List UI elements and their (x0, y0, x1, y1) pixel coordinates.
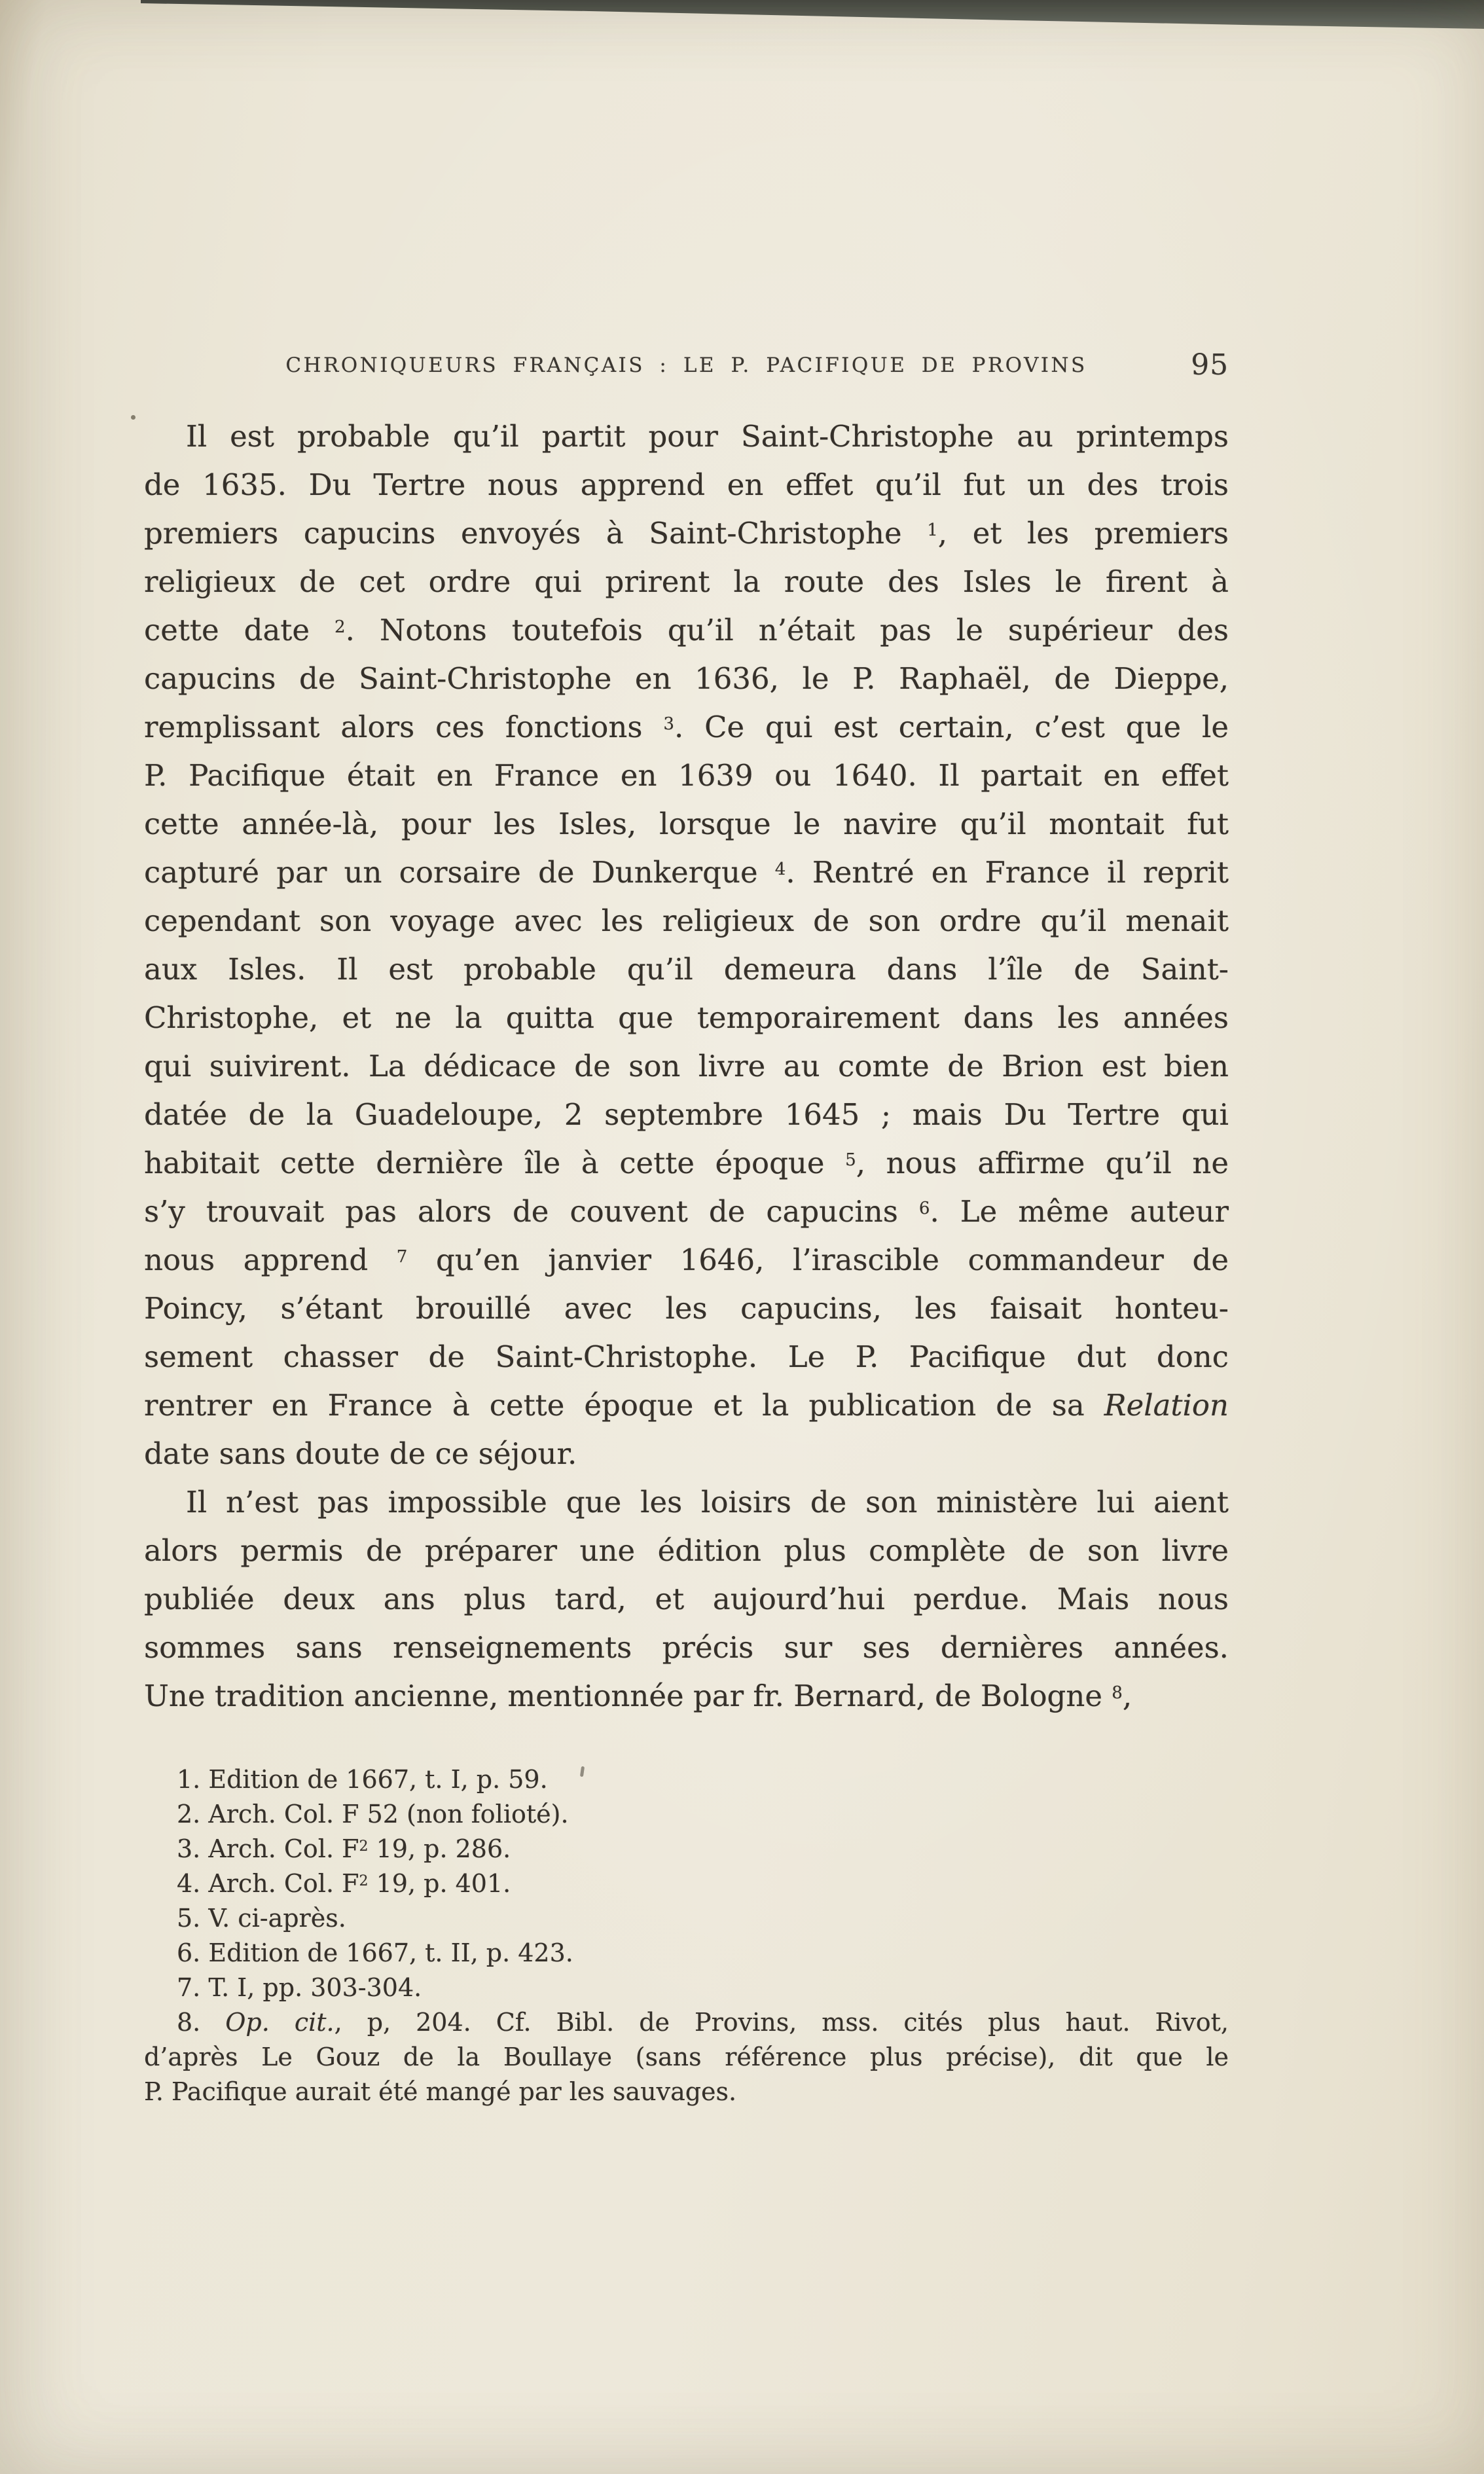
body-line: datée de la Guadeloupe, 2 septembre 1645 ; mais Du Tertre qui (144, 1097, 1229, 1132)
footnote-line: 6. Edition de 1667, t. II, p. 423. (177, 1938, 573, 1967)
body-line: cette date $^2$. Notons toutefois qu’il n’était pas le supérieur des (144, 613, 1229, 647)
body-line: premiers capucins envoyés à Saint-Christophe $^1$, et les premiers (144, 516, 1229, 551)
body-line: alors permis de préparer une édition plus complète de son livre (144, 1533, 1229, 1568)
page-top-edge (0, 0, 1484, 30)
footnote-line: P. Pacifique aurait été mangé par les sauvages. (144, 2077, 737, 2106)
footnote-line: 8. Op. cit., p, 204. Cf. Bibl. de Provins, mss. cités plus haut. Rivot, (177, 2008, 1229, 2037)
body-line: qui suivirent. La dédicace de son livre au comte de Brion est bien (144, 1049, 1229, 1083)
body-line: Une tradition ancienne, mentionnée par fr. Bernard, de Bologne $^8$, (144, 1679, 1132, 1713)
footnote-line: 7. T. I, pp. 303-304. (177, 1973, 422, 2002)
running-header-title: CHRONIQUEURS FRANÇAIS : LE P. PACIFIQUE DE PROVINS (285, 354, 1087, 377)
body-line: nous apprend $^7$ qu’en janvier 1646, l’irascible commandeur de (144, 1243, 1229, 1277)
page-number: 95 (1191, 348, 1229, 382)
body-line: Il n’est pas impossible que les loisirs de son ministère lui aient (186, 1485, 1229, 1519)
body-line: Il est probable qu’il partit pour Saint-Christophe au printemps (186, 419, 1229, 454)
footnote-line: d’après Le Gouz de la Boullaye (sans référence plus précise), dit que le (144, 2043, 1229, 2071)
body-line: de 1635. Du Tertre nous apprend en effet qu’il fut un des trois (144, 467, 1229, 502)
footnote-line: 3. Arch. Col. $F^2$ 19, p. 286. (177, 1834, 511, 1863)
body-line: capucins de Saint-Christophe en 1636, le P. Raphaël, de Dieppe, (144, 661, 1229, 696)
body-line: sement chasser de Saint-Christophe. Le P. Pacifique dut donc (144, 1339, 1229, 1374)
body-line: Christophe, et ne la quitta que temporairement dans les années (144, 1000, 1229, 1035)
body-line: habitait cette dernière île à cette époque $^5$, nous affirme qu’il ne (144, 1146, 1229, 1180)
footnote-line: 5. V. ci-après. (177, 1904, 346, 1933)
body-line: cependant son voyage avec les religieux de son ordre qu’il menait (144, 903, 1229, 938)
body-line: aux Isles. Il est probable qu’il demeura dans l’île de Saint- (144, 952, 1229, 987)
body-line: sommes sans renseignements précis sur ses dernières années. (144, 1630, 1229, 1665)
footnote-line: 1. Edition de 1667, t. I, p. 59. (177, 1765, 548, 1794)
body-line: rentrer en France à cette époque et la publication de sa Relation (144, 1388, 1229, 1423)
body-line: religieux de cet ordre qui prirent la route des Isles le firent à (144, 564, 1229, 599)
body-line: capturé par un corsaire de Dunkerque $^4$. Rentré en France il reprit (144, 855, 1229, 890)
body-line: date sans doute de ce séjour. (144, 1436, 577, 1471)
body-line: Poincy, s’étant brouillé avec les capucins, les faisait honteu- (144, 1291, 1229, 1326)
body-line: cette année-là, pour les Isles, lorsque le navire qu’il montait fut (144, 807, 1229, 841)
body-text (144, 412, 1229, 1720)
footnote-line: 4. Arch. Col. $F^2$ 19, p. 401. (177, 1869, 511, 1898)
body-line: publiée deux ans plus tard, et aujourd’hui perdue. Mais nous (144, 1582, 1229, 1616)
paper-speck (131, 415, 136, 420)
body-line: P. Pacifique était en France en 1639 ou 1640. Il partait en effet (144, 758, 1229, 793)
footnote-line: 2. Arch. Col. F 52 (non folioté). (177, 1800, 569, 1828)
footnotes (144, 1762, 1229, 2109)
body-line: remplissant alors ces fonctions $^3$. Ce qui est certain, c’est que le (144, 710, 1229, 744)
body-line: s’y trouvait pas alors de couvent de capucins $^6$. Le même auteur (144, 1194, 1229, 1229)
running-header (144, 348, 1229, 382)
